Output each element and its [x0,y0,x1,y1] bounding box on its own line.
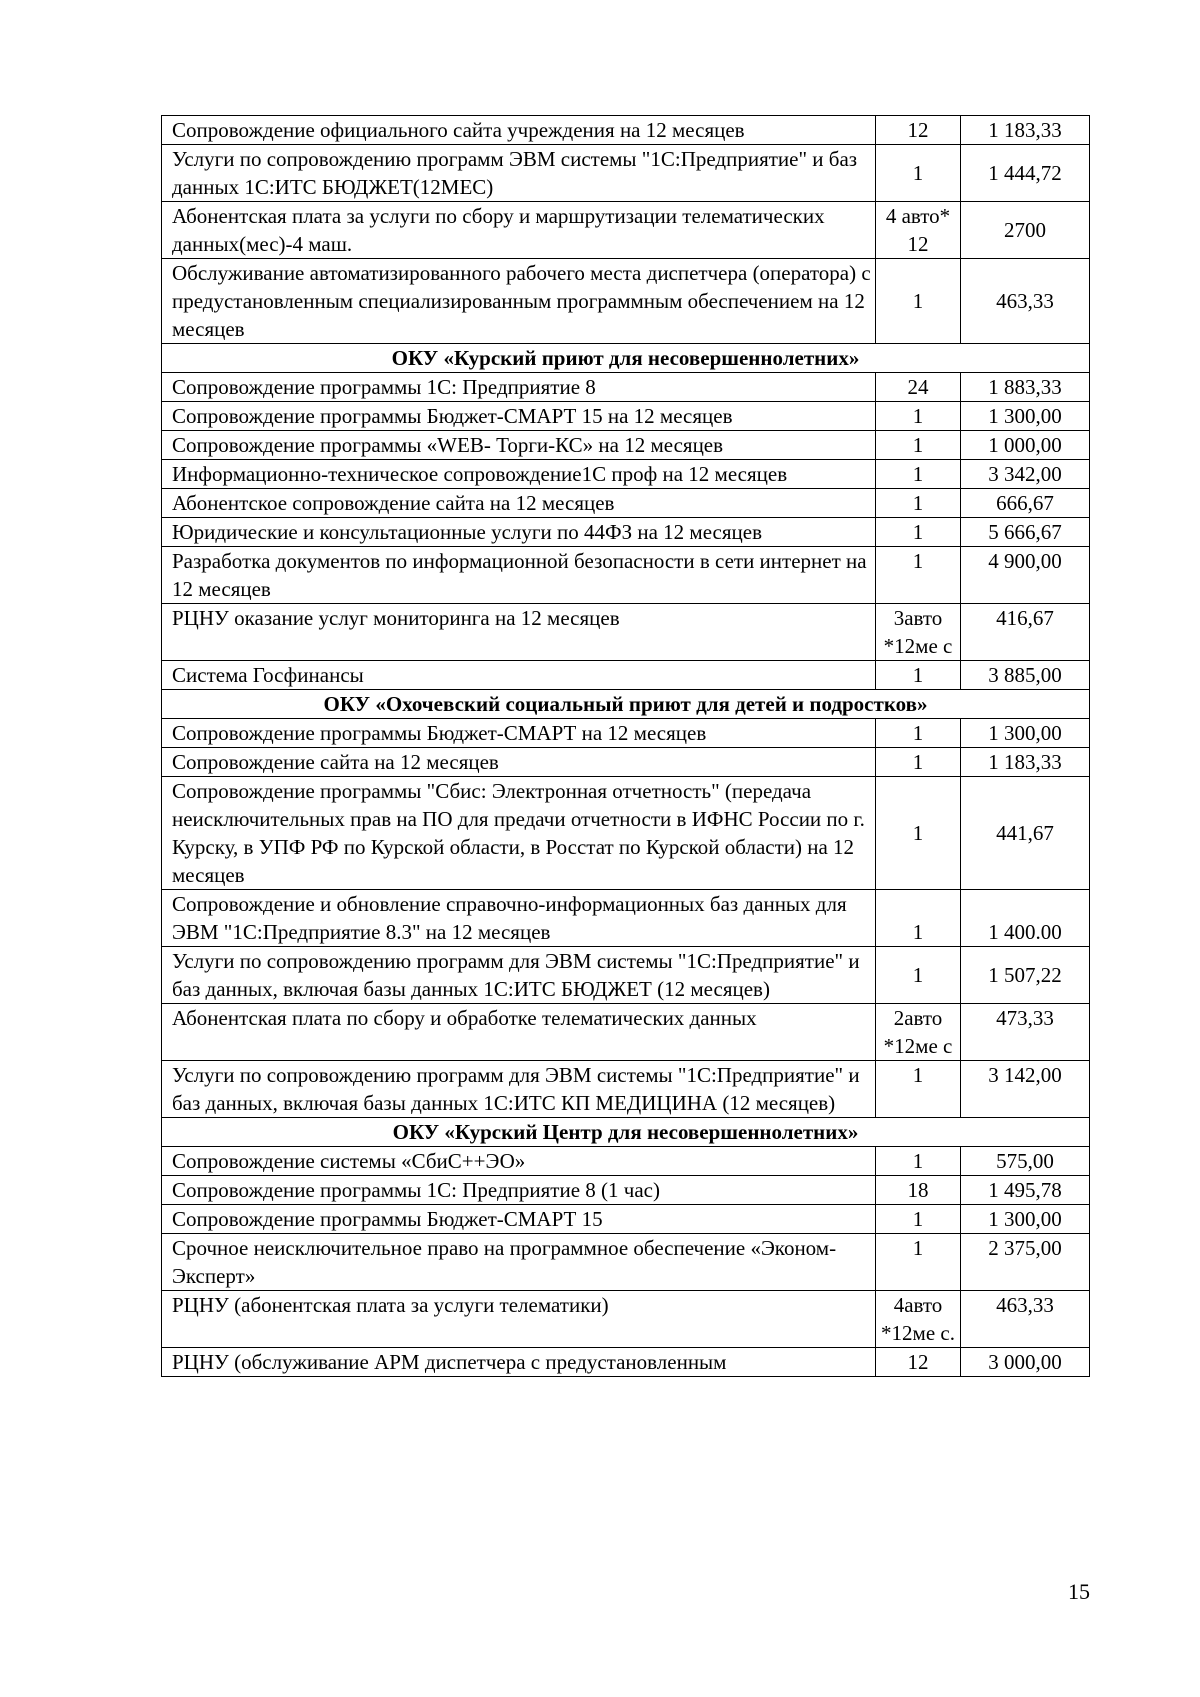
table-row [162,547,1090,604]
page-number: 15 [1068,1579,1090,1604]
quantity: 12 [876,116,961,145]
service-description: Абонентское сопровождение сайта на 12 месяцев [162,489,876,518]
amount: 1 000,00 [961,431,1090,460]
amount: 416,67 [961,604,1090,661]
quantity: 2авто *12ме с [876,1004,961,1061]
amount: 1 444,72 [961,145,1090,202]
table-row [162,431,1090,460]
service-description: Услуги по сопровождению программ для ЭВМ системы "1С:Предприятие" и баз данных, включая базы данных 1С:ИТС КП МЕДИЦИНА (12 месяцев) [162,1061,876,1118]
table-row [162,1004,1090,1061]
service-description: Сопровождение системы «СбиС++ЭО» [162,1147,876,1176]
service-description: Срочное неисключительное право на программное обеспечение «Эконом-Эксперт» [162,1234,876,1291]
amount: 463,33 [961,1291,1090,1348]
amount: 666,67 [961,489,1090,518]
table-row [162,1205,1090,1234]
service-description: Разработка документов по информационной безопасности в сети интернет на 12 месяцев [162,547,876,604]
table-row [162,373,1090,402]
section-title: ОКУ «Курский Центр для несовершеннолетних» [162,1118,1090,1147]
table-row [162,890,1090,947]
service-description: Система Госфинансы [162,661,876,690]
table-row [162,460,1090,489]
amount: 2 375,00 [961,1234,1090,1291]
amount: 1 883,33 [961,373,1090,402]
amount: 1 400.00 [961,890,1090,947]
quantity: 1 [876,547,961,604]
table-row [162,777,1090,890]
service-description: Обслуживание автоматизированного рабочего места диспетчера (оператора) с предустановленным специализированным программным обеспечением на 12 месяцев [162,259,876,344]
table-row [162,402,1090,431]
amount: 3 142,00 [961,1061,1090,1118]
service-description: РЦНУ (абонентская плата за услуги телематики) [162,1291,876,1348]
amount: 1 507,22 [961,947,1090,1004]
service-description: Сопровождение программы Бюджет-СМАРТ 15 [162,1205,876,1234]
amount: 1 300,00 [961,402,1090,431]
table-row [162,719,1090,748]
amount: 575,00 [961,1147,1090,1176]
amount: 463,33 [961,259,1090,344]
amount: 1 300,00 [961,719,1090,748]
table-row [162,489,1090,518]
table-row [162,259,1090,344]
quantity: 1 [876,1205,961,1234]
service-description: Абонентская плата по сбору и обработке телематических данных [162,1004,876,1061]
quantity: 1 [876,890,961,947]
service-description: Услуги по сопровождению программ для ЭВМ системы "1С:Предприятие" и баз данных, включая базы данных 1С:ИТС БЮДЖЕТ (12 месяцев) [162,947,876,1004]
amount: 1 495,78 [961,1176,1090,1205]
quantity: 1 [876,719,961,748]
service-description: Сопровождение официального сайта учреждения на 12 месяцев [162,116,876,145]
quantity: 1 [876,145,961,202]
service-description: Сопровождение и обновление справочно-информационных баз данных для ЭВМ "1С:Предприятие 8.3" на 12 месяцев [162,890,876,947]
section-header-row [162,690,1090,719]
amount: 1 183,33 [961,748,1090,777]
table-row [162,748,1090,777]
table-row [162,661,1090,690]
service-description: Сопровождение программы «WEB- Торги-КС» на 12 месяцев [162,431,876,460]
quantity: 12 [876,1348,961,1377]
service-description: Информационно-техническое сопровождение1С проф на 12 месяцев [162,460,876,489]
table-row [162,947,1090,1004]
section-header-row [162,344,1090,373]
amount: 2700 [961,202,1090,259]
table-row [162,145,1090,202]
amount: 3 000,00 [961,1348,1090,1377]
service-description: Сопровождение программы 1С: Предприятие 8 (1 час) [162,1176,876,1205]
quantity: 1 [876,489,961,518]
quantity: 3авто *12ме с [876,604,961,661]
amount: 5 666,67 [961,518,1090,547]
quantity: 1 [876,1061,961,1118]
quantity: 1 [876,259,961,344]
amount: 1 300,00 [961,1205,1090,1234]
quantity: 1 [876,460,961,489]
quantity: 1 [876,402,961,431]
table-row [162,202,1090,259]
amount: 3 342,00 [961,460,1090,489]
quantity: 1 [876,1234,961,1291]
amount: 473,33 [961,1004,1090,1061]
section-title: ОКУ «Охочевский социальный приют для детей и подростков» [162,690,1090,719]
table-row [162,518,1090,547]
quantity: 1 [876,661,961,690]
quantity: 1 [876,1147,961,1176]
amount: 4 900,00 [961,547,1090,604]
quantity: 1 [876,777,961,890]
service-description: РЦНУ (обслуживание АРМ диспетчера с предустановленным [162,1348,876,1377]
quantity: 1 [876,518,961,547]
services-table [161,115,1090,1377]
service-description: Услуги по сопровождению программ ЭВМ системы "1С:Предприятие" и баз данных 1С:ИТС БЮДЖЕТ(12МЕС) [162,145,876,202]
table-row [162,1234,1090,1291]
service-description: Юридические и консультационные услуги по 44ФЗ на 12 месяцев [162,518,876,547]
table-row [162,116,1090,145]
service-description: Абонентская плата за услуги по сбору и маршрутизации телематических данных(мес)-4 маш. [162,202,876,259]
service-description: РЦНУ оказание услуг мониторинга на 12 месяцев [162,604,876,661]
service-description: Сопровождение программы 1С: Предприятие 8 [162,373,876,402]
section-title: ОКУ «Курский приют для несовершеннолетних» [162,344,1090,373]
service-description: Сопровождение сайта на 12 месяцев [162,748,876,777]
table-row [162,1061,1090,1118]
service-description: Сопровождение программы "Сбис: Электронная отчетность" (передача неисключительных прав на ПО для предачи отчетности в ИФНС России по г. Курску, в УПФ РФ по Курской области, в Росстат по Курской области) на 12 месяцев [162,777,876,890]
quantity: 18 [876,1176,961,1205]
quantity: 1 [876,947,961,1004]
quantity: 1 [876,748,961,777]
amount: 3 885,00 [961,661,1090,690]
table-row [162,604,1090,661]
quantity: 4 авто* 12 [876,202,961,259]
table-row [162,1147,1090,1176]
quantity: 4авто *12ме с. [876,1291,961,1348]
table-row [162,1291,1090,1348]
quantity: 24 [876,373,961,402]
section-header-row [162,1118,1090,1147]
amount: 1 183,33 [961,116,1090,145]
amount: 441,67 [961,777,1090,890]
service-description: Сопровождение программы Бюджет-СМАРТ 15 на 12 месяцев [162,402,876,431]
quantity: 1 [876,431,961,460]
service-description: Сопровождение программы Бюджет-СМАРТ на 12 месяцев [162,719,876,748]
table-row [162,1176,1090,1205]
table-row [162,1348,1090,1377]
